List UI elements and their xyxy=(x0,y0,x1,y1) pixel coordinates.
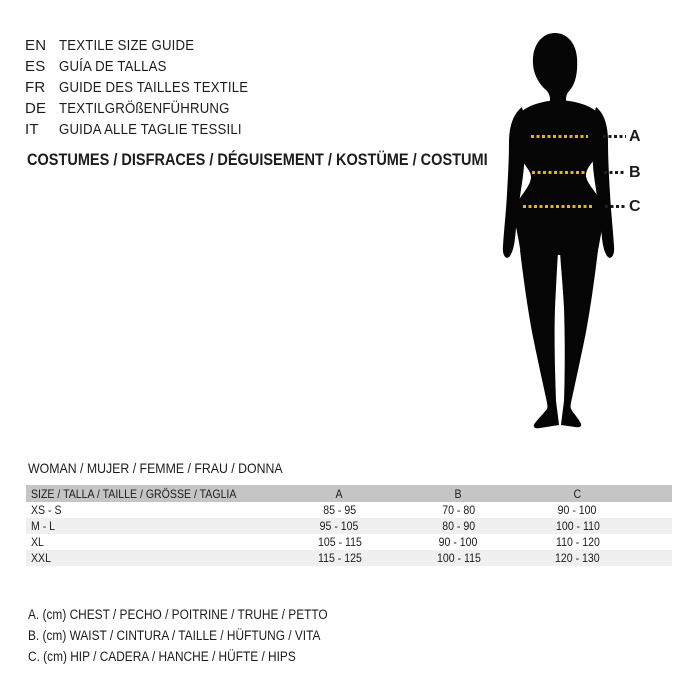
cell-b: 80 - 90 xyxy=(442,519,475,533)
chest-measure-line xyxy=(531,135,588,138)
header-c: C xyxy=(573,486,582,501)
lang-code: DE xyxy=(25,99,47,117)
cell-c: 90 - 100 xyxy=(558,503,597,517)
lang-code: IT xyxy=(25,120,39,138)
marker-label-b: B xyxy=(629,164,641,181)
cell-c: 120 - 130 xyxy=(555,551,600,565)
cell-b: 100 - 115 xyxy=(436,551,481,565)
marker-label-a: A xyxy=(629,128,641,145)
lang-label: GUIDE DES TAILLES TEXTILE xyxy=(59,78,249,96)
hip-leader-line xyxy=(605,205,627,208)
lang-code: FR xyxy=(25,78,46,96)
lang-code: ES xyxy=(25,57,46,75)
category-title: COSTUMES / DISFRACES / DÉGUISEMENT / KOSTÜME / COSTUMI xyxy=(27,151,488,169)
cell-size: XL xyxy=(31,535,44,549)
cell-c: 110 - 120 xyxy=(555,535,600,549)
cell-size: XS - S xyxy=(31,503,62,517)
cell-a: 85 - 95 xyxy=(323,503,356,517)
marker-label-c: C xyxy=(629,198,641,215)
lang-label: TEXTILE SIZE GUIDE xyxy=(59,36,195,54)
legend-chest: A. (cm) CHEST / PECHO / POITRINE / TRUHE / PETTO xyxy=(28,607,328,622)
cell-b: 70 - 80 xyxy=(442,503,475,517)
cell-b: 90 - 100 xyxy=(439,535,478,549)
cell-size: XXL xyxy=(31,551,51,565)
hip-measure-line xyxy=(523,205,592,208)
cell-size: M - L xyxy=(31,519,56,533)
lang-label: GUIDA ALLE TAGLIE TESSILI xyxy=(59,120,242,138)
header-b: B xyxy=(454,486,463,501)
header-size: SIZE / TALLA / TAILLE / GRÖSSE / TAGLIA xyxy=(31,486,237,501)
cell-a: 95 - 105 xyxy=(320,519,359,533)
lang-label: GUÍA DE TALLAS xyxy=(59,57,167,75)
lang-code: EN xyxy=(25,36,47,54)
lang-label: TEXTILGRÖßENFÜHRUNG xyxy=(59,99,230,117)
legend-hip: C. (cm) HIP / CADERA / HANCHE / HÜFTE / HIPS xyxy=(28,649,296,664)
header-a: A xyxy=(335,486,344,501)
legend-waist: B. (cm) WAIST / CINTURA / TAILLE / HÜFTUNG / VITA xyxy=(28,628,321,643)
waist-leader-line xyxy=(604,171,625,174)
cell-a: 105 - 115 xyxy=(317,535,362,549)
cell-a: 115 - 125 xyxy=(317,551,362,565)
chest-leader-line xyxy=(603,135,626,138)
cell-c: 100 - 110 xyxy=(555,519,600,533)
table-section-title: WOMAN / MUJER / FEMME / FRAU / DONNA xyxy=(28,460,283,476)
waist-measure-line xyxy=(532,171,586,174)
